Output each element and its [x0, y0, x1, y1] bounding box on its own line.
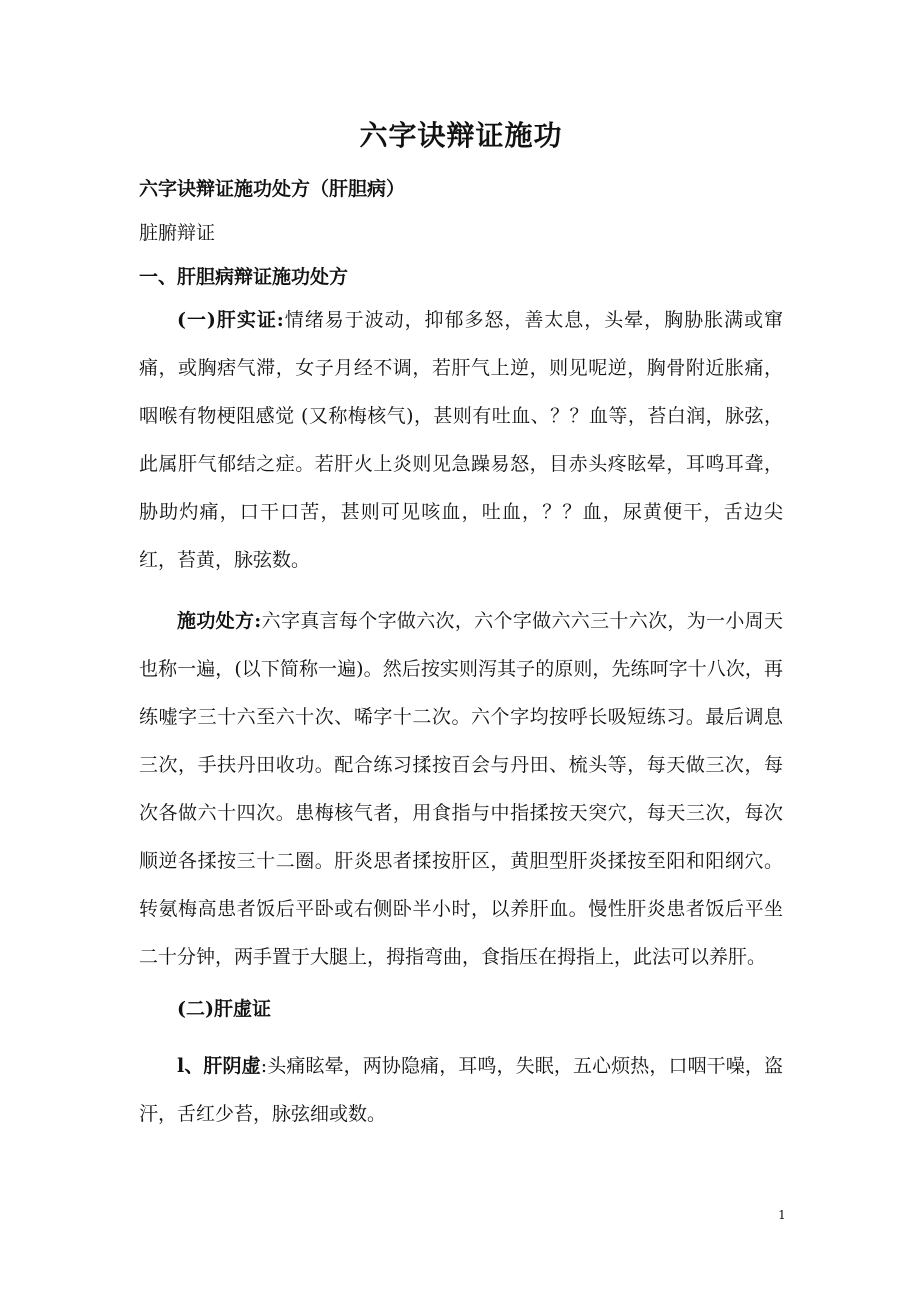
document-title: 六字诀辩证施功 [359, 119, 563, 152]
document-subtitle: 六字诀辩证施功处方（肝胆病） [139, 178, 406, 200]
sub-heading-liver-deficiency: (二)肝虚证 [177, 998, 271, 1020]
page-number: 1 [778, 1208, 786, 1222]
paragraph-lead: 施功处方: [177, 610, 262, 632]
paragraph-text: :头痛眩晕，两协隐痛，耳鸣，失眠，五心烦热，口咽干噪，盗汗，舌红少苔，脉弦细或数。 [139, 1055, 784, 1125]
paragraph-lead: (一)肝实证: [177, 309, 284, 331]
category-label: 脏腑辩证 [139, 222, 216, 244]
paragraph-lead: l、肝阴虚 [177, 1055, 261, 1077]
paragraph-liver-yin-deficiency [139, 1042, 783, 1138]
page-content [139, 112, 783, 1138]
paragraph-practice-prescription [139, 597, 783, 981]
paragraph-text: 六字真言每个字做六次，六个字做六六三十六次，为一小周天也称一遍，(以下简称一遍)。然后按实则泻其子的原则，先练呵字十八次，再练嘘字三十六至六十次、唏字十二次。六个字均按呼长吸短练习。最后调息三次，手扶丹田收功。配合练习揉按百会与丹田、梳头等，每天做三次，每次各做六十四次。患梅核气者，用食指与中指揉按天突穴，每天三次，每次顺逆各揉按三十二圈。肝炎思者揉按肝区，黄胆型肝炎揉按至阳和阳纲穴。转氨梅高患者饭后平卧或右侧卧半小时，以养肝血。慢性肝炎患者饭后平坐二十分钟，两手置于大腿上，拇指弯曲，食指压在拇指上，此法可以养肝。 [139, 610, 783, 968]
paragraph-text: 情绪易于波动，抑郁多怒，善太息，头晕，胸胁胀满或窜痛，或胸痞气滞，女子月经不调，若肝气上逆，则见呢逆，胸骨附近胀痛，咽喉有物梗阻感觉 (又称梅核气)，甚则有吐血、？？血等，苔白润，脉弦，此属肝气郁结之症。若肝火上炎则见急躁易怒，目赤头疼眩晕，耳鸣耳聋，胁助灼痛，口干口苦，甚则可见咳血，吐血，？？血，尿黄便干，舌边尖红，苔黄，脉弦数。 [139, 309, 783, 571]
paragraph-liver-excess [139, 296, 783, 584]
section-heading: 一、肝胆病辩证施功处方 [139, 266, 349, 288]
